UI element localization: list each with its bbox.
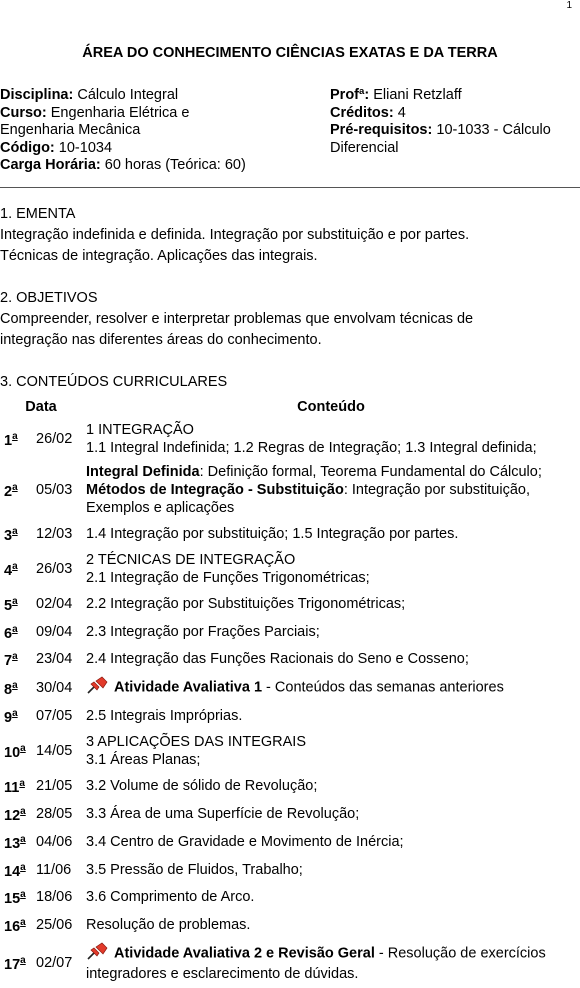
row-date: 14/05 [36, 743, 73, 760]
week-number-value: 8 [4, 681, 13, 698]
row-date: 09/04 [36, 623, 73, 640]
ordinal-suffix: a [12, 623, 18, 635]
week-number-value: 3 [4, 527, 13, 544]
week-number-value: 9 [4, 710, 13, 727]
ordinal-suffix: a [12, 651, 18, 663]
row-content [82, 673, 580, 702]
ordinal-suffix: a [12, 526, 18, 537]
content-line: 3.3 Área de uma Superfície de Revolução; [86, 805, 360, 822]
content-bold-segment: Métodos de Integração - Substituição [86, 482, 344, 498]
week-number [0, 939, 36, 986]
row-content [82, 645, 580, 673]
col-content-header: Conteúdo [297, 399, 365, 415]
content-line: 2.5 Integrais Impróprias. [86, 708, 243, 725]
table-row [0, 645, 580, 673]
content-line: 3.1 Áreas Planas; [86, 752, 201, 769]
row-date: 21/05 [36, 778, 73, 795]
ordinal-suffix: a [20, 805, 26, 817]
week-number-value: 14 [4, 863, 21, 880]
curso-value-cont: Engenharia Mecânica [0, 122, 141, 138]
ementa-text-1: Integração indefinida e definida. Integração por substituição e por partes. [0, 227, 470, 243]
content-line: 2.3 Integração por Frações Parciais; [86, 623, 320, 640]
row-date: 18/06 [36, 889, 73, 906]
ordinal-suffix: a [20, 954, 26, 966]
ordinal-suffix: a [20, 889, 26, 901]
table-row [0, 618, 580, 646]
table-row [0, 800, 580, 828]
ordinal-suffix: a [20, 743, 26, 755]
ordinal-suffix: a [20, 917, 26, 929]
content-line: 3.4 Centro de Gravidade e Movimento de Inércia; [86, 833, 404, 850]
week-number-value: 4 [4, 562, 13, 579]
table-row [0, 460, 580, 520]
ordinal-suffix: a [12, 679, 18, 691]
week-number [0, 590, 36, 618]
week-number [0, 548, 36, 590]
creditos-value: 4 [397, 104, 406, 121]
content-segment: : Definição formal, Teorema Fundamental do Cálculo; [199, 464, 542, 480]
course-info-right [330, 87, 580, 157]
week-number-value: 16 [4, 919, 21, 936]
table-row [0, 548, 580, 590]
ementa-section [0, 204, 575, 267]
row-content [82, 800, 580, 828]
row-content [82, 418, 580, 460]
codigo-value: 10-1034 [58, 139, 113, 156]
row-date: 23/04 [36, 651, 73, 668]
content-bold-segment: Atividade Avaliativa 2 e Revisão Geral [114, 945, 375, 962]
objetivos-heading: 2. OBJETIVOS [0, 290, 98, 306]
week-number-value: 5 [4, 597, 13, 614]
table-row [0, 673, 580, 702]
week-number [0, 618, 36, 646]
content-line: 3.5 Pressão de Fluidos, Trabalho; [86, 861, 303, 878]
week-number [0, 911, 36, 939]
content-line: 1.1 Integral Indefinida; 1.2 Regras de Integração; 1.3 Integral definida; [86, 440, 537, 456]
table-row [0, 730, 580, 772]
prof-label: Profª: [330, 87, 370, 103]
week-number [0, 460, 36, 520]
row-content [82, 730, 580, 772]
ordinal-suffix: a [12, 560, 18, 572]
row-content [82, 772, 580, 800]
week-number [0, 730, 36, 772]
codigo-label: Código: [0, 139, 55, 156]
ementa-text-2: Técnicas de integração. Aplicações das integrais. [0, 248, 318, 264]
week-number [0, 828, 36, 856]
week-number-value: 7 [4, 653, 13, 670]
row-date: 25/06 [36, 917, 73, 934]
week-number-value: 17 [4, 956, 21, 973]
conteudos-heading: 3. CONTEÚDOS CURRICULARES [0, 374, 228, 390]
week-number-value: 10 [4, 745, 21, 762]
row-content [82, 460, 580, 520]
week-number [0, 673, 36, 702]
page-number: 1 [566, 0, 572, 11]
table-row [0, 883, 580, 911]
row-date: 11/06 [36, 861, 72, 878]
row-content [82, 856, 580, 884]
ementa-heading: 1. EMENTA [0, 206, 76, 222]
table-row [0, 702, 580, 730]
content-line: 1.4 Integração por substituição; 1.5 Integração por partes. [86, 525, 459, 542]
content-segment: : Integração por substituição, Exemplos e aplicações [86, 482, 531, 516]
ordinal-suffix: a [19, 778, 25, 790]
row-date: 26/03 [36, 560, 73, 577]
content-line: 3 APLICAÇÕES DAS INTEGRAIS [86, 734, 306, 751]
row-date: 02/07 [36, 954, 73, 971]
row-content [82, 702, 580, 730]
row-date: 12/03 [36, 525, 73, 542]
table-row [0, 590, 580, 618]
content-segment: - Conteúdos das semanas anteriores [262, 679, 504, 696]
week-number [0, 856, 36, 884]
objetivos-text-2: integração nas diferentes áreas do conhecimento. [0, 332, 322, 348]
week-number-value: 15 [4, 891, 21, 908]
row-date: 30/04 [36, 679, 73, 696]
ordinal-suffix: a [12, 482, 18, 494]
carga-value: 60 horas (Teórica: 60) [104, 157, 246, 173]
week-number [0, 702, 36, 730]
row-date: 07/05 [36, 708, 73, 725]
table-row [0, 911, 580, 939]
pushpin-icon [86, 942, 108, 965]
week-number [0, 520, 36, 548]
table-row [0, 418, 580, 460]
row-content [82, 590, 580, 618]
table-row [0, 856, 580, 884]
table-row [0, 772, 580, 800]
conteudos-section [0, 372, 575, 393]
content-line: 2.2 Integração por Substituições Trigonométricas; [86, 595, 406, 612]
schedule-table [0, 396, 580, 986]
content-bold-segment: Integral Definida [86, 464, 200, 480]
content-line: 2 TÉCNICAS DE INTEGRAÇÃO [86, 551, 296, 568]
content-segment: - Resolução de exercícios integradores e esclarecimento de dúvidas. [86, 945, 546, 983]
content-line: 3.6 Comprimento de Arco. [86, 889, 255, 906]
col-date-header: Data [25, 399, 57, 415]
week-number [0, 418, 36, 460]
week-number-value: 13 [4, 835, 21, 852]
ordinal-suffix: a [12, 431, 18, 443]
schedule-body [0, 418, 580, 986]
ordinal-suffix: a [20, 833, 26, 845]
content-line: 1 INTEGRAÇÃO [86, 422, 194, 438]
content-line: 2.1 Integração de Funções Trigonométricas; [86, 569, 370, 586]
week-number-value: 12 [4, 807, 21, 824]
divider [0, 187, 580, 188]
row-date: 02/04 [36, 595, 73, 612]
week-number [0, 883, 36, 911]
row-content [82, 883, 580, 911]
week-number-value: 11 [4, 779, 20, 796]
content-line: 2.4 Integração das Funções Racionais do Seno e Cosseno; [86, 651, 469, 668]
content-line: Resolução de problemas. [86, 917, 251, 934]
row-date: 28/05 [36, 805, 73, 822]
week-number-value: 2 [4, 483, 13, 500]
prereq-label: Pré-requisitos: [330, 122, 433, 138]
row-date: 26/02 [36, 431, 73, 447]
row-content [82, 548, 580, 590]
disciplina-value: Cálculo Integral [77, 87, 179, 103]
week-number [0, 645, 36, 673]
row-date: 05/03 [36, 482, 73, 498]
table-row [0, 828, 580, 856]
curso-value: Engenharia Elétrica e [50, 104, 190, 121]
prereq-value: 10-1033 - Cálculo [436, 122, 551, 138]
disciplina-label: Disciplina: [0, 87, 74, 103]
content-bold-segment: Atividade Avaliativa 1 [114, 679, 263, 696]
table-row [0, 939, 580, 986]
carga-label: Carga Horária: [0, 157, 101, 173]
row-content [82, 939, 580, 986]
objetivos-section [0, 288, 575, 351]
objetivos-text-1: Compreender, resolver e interpretar problemas que envolvam técnicas de [0, 311, 474, 327]
content-line: 3.2 Volume de sólido de Revolução; [86, 778, 318, 795]
week-number-value: 1 [4, 432, 13, 449]
ordinal-suffix: a [12, 595, 18, 607]
row-date: 04/06 [36, 833, 73, 850]
ordinal-suffix: a [12, 708, 18, 720]
prof-value: Eliani Retzlaff [373, 87, 462, 103]
week-number [0, 800, 36, 828]
curso-label: Curso: [0, 104, 47, 121]
row-content [82, 911, 580, 939]
creditos-label: Créditos: [330, 104, 394, 121]
pushpin-icon [86, 676, 108, 699]
course-info-left [0, 87, 300, 175]
row-content [82, 520, 580, 548]
schedule-header [0, 396, 580, 418]
week-number [0, 772, 36, 800]
row-content [82, 618, 580, 646]
week-number-value: 6 [4, 625, 13, 642]
row-content [82, 828, 580, 856]
table-row [0, 520, 580, 548]
ordinal-suffix: a [20, 861, 26, 873]
page-title: ÁREA DO CONHECIMENTO CIÊNCIAS EXATAS E DA TERRA [82, 45, 498, 61]
prereq-value-cont: Diferencial [330, 139, 399, 156]
